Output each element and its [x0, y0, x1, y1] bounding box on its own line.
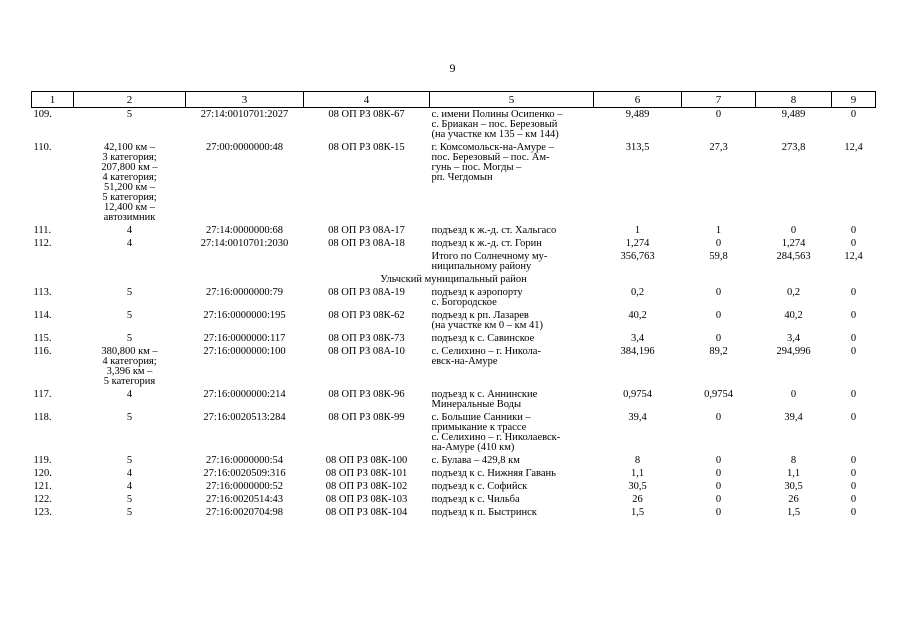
cadastral-number [186, 250, 304, 273]
length-asphalt: 0 [715, 455, 722, 466]
length-winter: 0 [850, 389, 857, 400]
category: 5 [126, 310, 133, 321]
table-row [32, 467, 876, 480]
road-name: подъезд к с. Нижняя Гавань [431, 468, 556, 479]
total-length: 9,489 [625, 109, 650, 120]
row-number: 122. [33, 494, 52, 505]
length-winter: 0 [850, 494, 857, 505]
row-number: 121. [33, 481, 52, 492]
total-length: 0,9754 [623, 389, 652, 400]
category: 5 [126, 287, 133, 298]
table-row [32, 454, 876, 467]
length-gravel: 39,4 [784, 412, 803, 423]
category: 4 [126, 481, 133, 492]
road-id: 08 ОП РЗ 08К-104 [325, 507, 408, 518]
total-length: 313,5 [625, 142, 650, 153]
section-title: Ульчский муниципальный район [380, 274, 527, 285]
row-number: 119. [33, 455, 52, 466]
length-winter: 0 [850, 507, 857, 518]
road-name: подъезд к с. Аннинские Минеральные Воды [431, 389, 538, 410]
length-gravel: 0 [790, 389, 797, 400]
row-number: 110. [33, 142, 52, 153]
column-header-8: 8 [756, 92, 832, 108]
road-id: 08 ОП РЗ 08К-73 [328, 333, 405, 344]
road-name: подъезд к ж.-д. ст. Горин [431, 238, 542, 249]
road-id: 08 ОП РЗ 08К-101 [325, 468, 408, 479]
cadastral-number: 27:16:0000000:79 [205, 287, 283, 298]
cadastral-number: 27:16:0000000:214 [203, 389, 286, 400]
row-number: 114. [33, 310, 52, 321]
road-id: 08 ОП РЗ 08К-62 [328, 310, 405, 321]
table-row [32, 250, 876, 273]
length-winter: 12,4 [844, 251, 863, 262]
road-id: 08 ОП РЗ 08К-67 [328, 109, 405, 120]
total-length: 356,763 [620, 251, 655, 262]
length-gravel: 0 [790, 225, 797, 236]
length-gravel: 30,5 [784, 481, 803, 492]
length-winter: 0 [850, 455, 857, 466]
length-asphalt: 0 [715, 238, 722, 249]
road-name: Итого по Солнечному му- ниципальному району [431, 251, 548, 272]
length-asphalt: 0 [715, 109, 722, 120]
column-header-5: 5 [430, 92, 594, 108]
row-number: 118. [33, 412, 52, 423]
table-row [32, 237, 876, 250]
category: 4 [126, 225, 133, 236]
cadastral-number: 27:16:0000000:54 [205, 455, 283, 466]
row-number: 112. [33, 238, 52, 249]
table-body [32, 108, 876, 520]
road-name: г. Комсомольск-на-Амуре – пос. Березовый – пос. Ам- гунь – пос. Могды – рп. Чегдомын [431, 142, 554, 183]
table-row [32, 480, 876, 493]
length-winter: 0 [850, 310, 857, 321]
road-name: подъезд к с. Чильба [431, 494, 520, 505]
category: 5 [126, 333, 133, 344]
road-name: с. Булава – 429,8 км [431, 455, 520, 466]
road-name: подъезд к ж.-д. ст. Хальгасо [431, 225, 557, 236]
roads-table [31, 91, 876, 519]
length-asphalt: 1 [715, 225, 722, 236]
road-id: 08 ОП РЗ 08А-19 [328, 287, 405, 298]
total-length: 39,4 [628, 412, 647, 423]
table-row [32, 108, 876, 142]
header-row [32, 92, 876, 108]
total-length: 1,5 [630, 507, 645, 518]
road-id: 08 ОП РЗ 08А-10 [328, 346, 405, 357]
category: 4 [126, 389, 133, 400]
length-asphalt: 0 [715, 481, 722, 492]
category: 42,100 км – 3 категория; 207,800 км – 4 категория; 51,200 км – 5 категория; 12,400 км – автозимник [101, 142, 158, 223]
length-asphalt: 0 [715, 494, 722, 505]
length-gravel: 9,489 [781, 109, 806, 120]
row-number: 117. [33, 389, 52, 400]
column-header-9: 9 [832, 92, 876, 108]
road-name: подъезд к с. Савинское [431, 333, 535, 344]
road-id [304, 250, 430, 273]
length-gravel: 1,274 [781, 238, 806, 249]
road-id: 08 ОП РЗ 08А-17 [328, 225, 405, 236]
table-row [32, 286, 876, 309]
row-number: 123. [33, 507, 52, 518]
length-asphalt: 0 [715, 333, 722, 344]
length-winter: 0 [850, 225, 857, 236]
table-row [32, 224, 876, 237]
total-length: 1,1 [630, 468, 645, 479]
cadastral-number: 27:16:0000000:117 [203, 333, 286, 344]
road-name: с. Большие Санники – примыкание к трассе с. Селихино – г. Николаевск- на-Амуре (410 км) [431, 412, 561, 453]
length-gravel: 1,1 [786, 468, 801, 479]
table-row [32, 332, 876, 345]
column-header-4: 4 [304, 92, 430, 108]
cadastral-number: 27:16:0020514:43 [205, 494, 283, 505]
length-gravel: 8 [790, 455, 797, 466]
row-number: 113. [33, 287, 52, 298]
length-gravel: 284,563 [776, 251, 811, 262]
cadastral-number: 27:16:0020509:316 [203, 468, 286, 479]
total-length: 3,4 [630, 333, 645, 344]
table-row [32, 141, 876, 224]
cadastral-number: 27:16:0000000:52 [205, 481, 283, 492]
length-asphalt: 0 [715, 507, 722, 518]
category: 380,800 км – 4 категория; 3,396 км – 5 категория [101, 346, 158, 387]
road-name: подъезд к рп. Лазарев (на участке км 0 – км 41) [431, 310, 543, 331]
length-asphalt: 27,3 [709, 142, 728, 153]
length-asphalt: 59,8 [709, 251, 728, 262]
length-gravel: 26 [788, 494, 799, 505]
cadastral-number: 27:16:0000000:100 [203, 346, 286, 357]
category [74, 250, 186, 273]
category: 4 [126, 468, 133, 479]
length-gravel: 294,996 [776, 346, 811, 357]
row-number: 116. [33, 346, 52, 357]
category: 4 [126, 238, 133, 249]
length-gravel: 0,2 [786, 287, 801, 298]
length-winter: 0 [850, 109, 857, 120]
length-winter: 0 [850, 287, 857, 298]
length-winter: 0 [850, 346, 857, 357]
road-name: с. Селихино – г. Никола- евск-на-Амуре [431, 346, 541, 367]
table-row [32, 493, 876, 506]
column-header-7: 7 [682, 92, 756, 108]
road-id: 08 ОП РЗ 08К-102 [325, 481, 408, 492]
length-winter: 0 [850, 481, 857, 492]
road-id: 08 ОП РЗ 08К-99 [328, 412, 405, 423]
column-header-2: 2 [74, 92, 186, 108]
total-length: 40,2 [628, 310, 647, 321]
category: 5 [126, 109, 133, 120]
table-row [32, 411, 876, 454]
row-number: 120. [33, 468, 52, 479]
road-name: с. имени Полины Осипенко – с. Бриакан – пос. Березовый (на участке км 135 – км 144) [431, 109, 563, 140]
road-name: подъезд к аэропорту с. Богородское [431, 287, 523, 308]
column-header-3: 3 [186, 92, 304, 108]
column-header-1: 1 [32, 92, 74, 108]
table-row [32, 506, 876, 519]
road-name: подъезд к с. Софийск [431, 481, 528, 492]
column-header-6: 6 [594, 92, 682, 108]
row-number: 115. [33, 333, 52, 344]
table-row [32, 388, 876, 411]
row-number: 109. [33, 109, 52, 120]
road-name: подъезд к п. Быстринск [431, 507, 537, 518]
length-winter: 0 [850, 238, 857, 249]
total-length: 30,5 [628, 481, 647, 492]
row-number [32, 250, 74, 273]
total-length: 26 [632, 494, 643, 505]
length-gravel: 1,5 [786, 507, 801, 518]
table-row [32, 345, 876, 388]
category: 5 [126, 412, 133, 423]
length-gravel: 3,4 [786, 333, 801, 344]
road-id: 08 ОП РЗ 08К-100 [325, 455, 408, 466]
cadastral-number: 27:16:0000000:195 [203, 310, 286, 321]
length-winter: 0 [850, 412, 857, 423]
table-header [32, 92, 876, 108]
length-winter: 0 [850, 333, 857, 344]
cadastral-number: 27:14:0000000:68 [205, 225, 283, 236]
category: 5 [126, 507, 133, 518]
road-id: 08 ОП РЗ 08К-103 [325, 494, 408, 505]
section-row [32, 273, 876, 286]
length-asphalt: 0,9754 [704, 389, 733, 400]
page-number: 9 [449, 61, 456, 75]
length-gravel: 40,2 [784, 310, 803, 321]
road-id: 08 ОП РЗ 08К-96 [328, 389, 405, 400]
length-asphalt: 0 [715, 287, 722, 298]
total-length: 1 [634, 225, 641, 236]
length-asphalt: 0 [715, 412, 722, 423]
cadastral-number: 27:14:0010701:2027 [200, 109, 289, 120]
road-id: 08 ОП РЗ 08А-18 [328, 238, 405, 249]
total-length: 1,274 [625, 238, 650, 249]
length-winter: 12,4 [844, 142, 863, 153]
total-length: 0,2 [630, 287, 645, 298]
length-gravel: 273,8 [781, 142, 806, 153]
row-number: 111. [33, 225, 52, 236]
cadastral-number: 27:16:0020704:98 [205, 507, 283, 518]
cadastral-number: 27:16:0020513:284 [203, 412, 286, 423]
length-asphalt: 89,2 [709, 346, 728, 357]
cadastral-number: 27:00:0000000:48 [205, 142, 283, 153]
length-asphalt: 0 [715, 310, 722, 321]
length-winter: 0 [850, 468, 857, 479]
cadastral-number: 27:14:0010701:2030 [200, 238, 289, 249]
total-length: 384,196 [620, 346, 655, 357]
length-asphalt: 0 [715, 468, 722, 479]
category: 5 [126, 494, 133, 505]
total-length: 8 [634, 455, 641, 466]
table-row [32, 309, 876, 332]
road-id: 08 ОП РЗ 08К-15 [328, 142, 405, 153]
category: 5 [126, 455, 133, 466]
